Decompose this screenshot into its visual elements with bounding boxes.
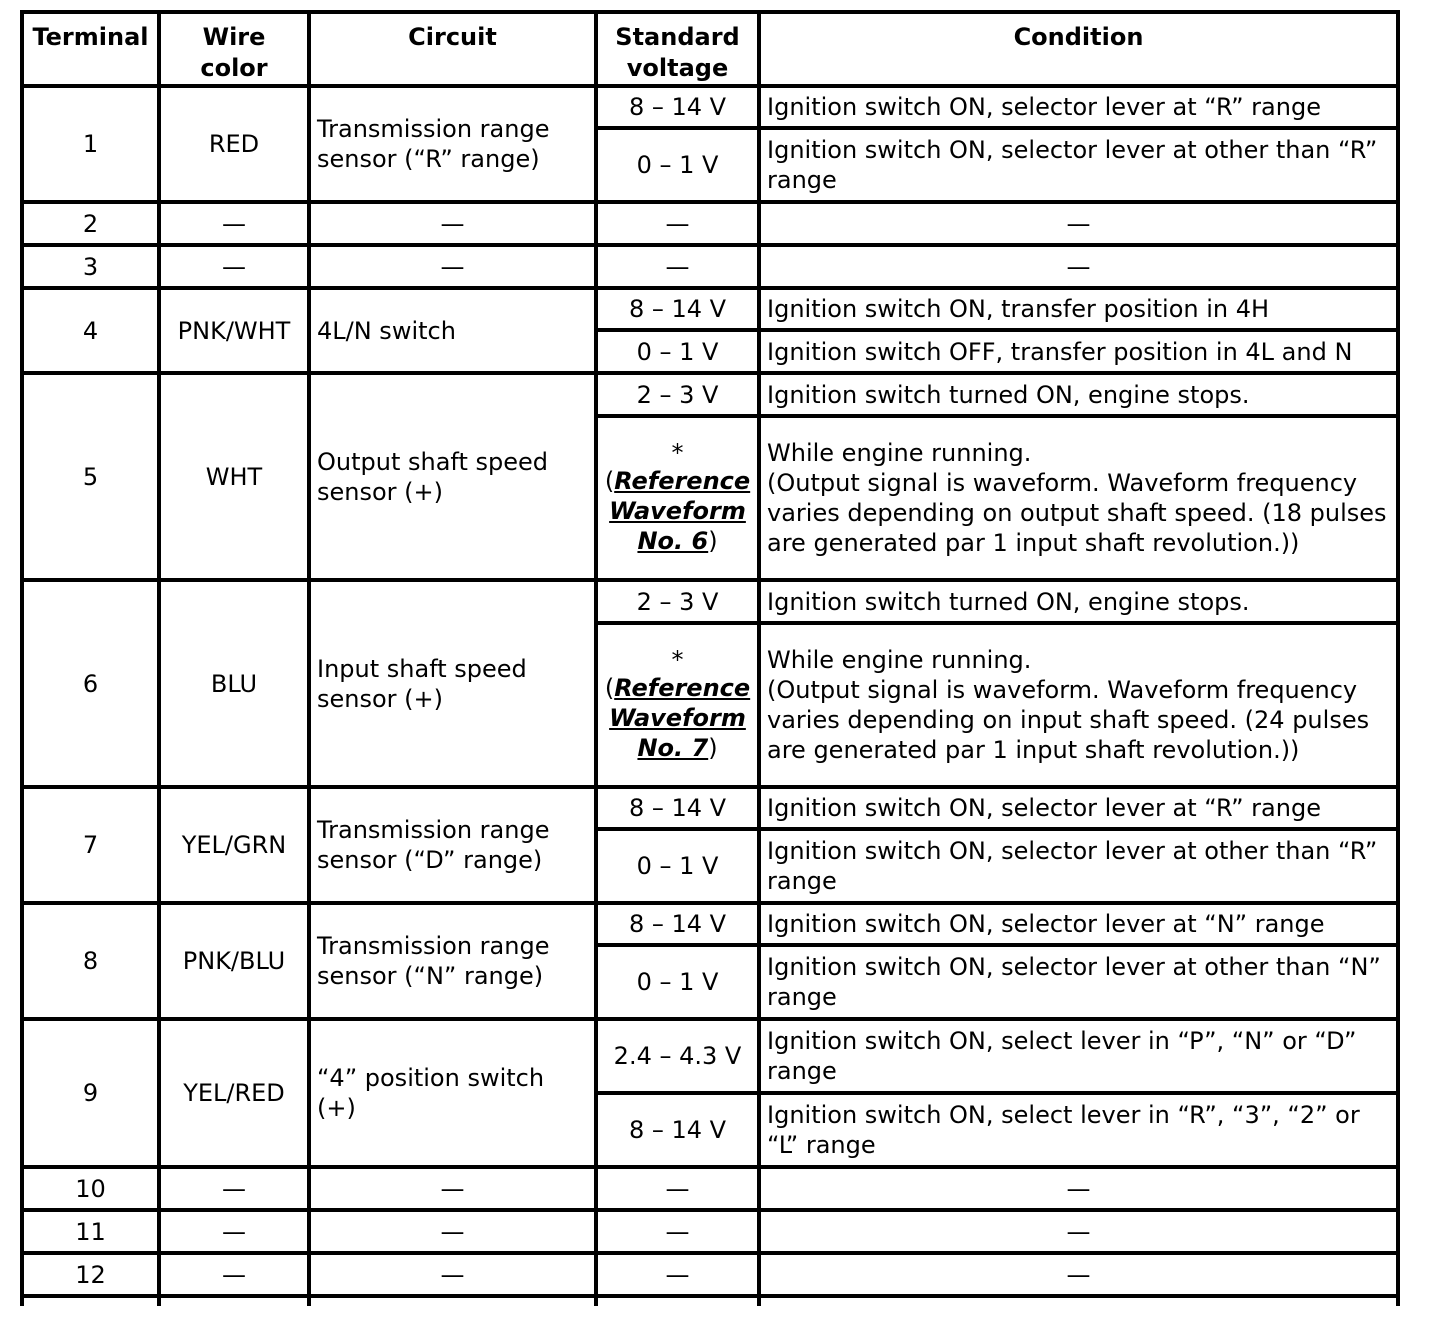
standard-voltage: 2 – 3 V — [596, 580, 759, 623]
condition-line: While engine running. — [767, 646, 1032, 674]
table-row — [22, 86, 1398, 128]
condition-text: Ignition switch ON, selector lever at other than “R” range — [759, 128, 1398, 202]
condition-text: Ignition switch ON, selector lever at other than “N” range — [759, 945, 1398, 1019]
standard-voltage: 2.4 – 4.3 V — [596, 1019, 759, 1093]
circuit-name: — — [309, 202, 596, 245]
standard-voltage: — — [596, 1210, 759, 1253]
circuit-name: Transmission range sensor (“N” range) — [309, 903, 596, 1019]
ref-open-paren: ( — [604, 467, 615, 495]
wire-color: PNK/WHT — [159, 288, 309, 373]
continuation-cell — [596, 1296, 759, 1306]
standard-voltage: 0 – 1 V — [596, 945, 759, 1019]
wire-color: — — [159, 1167, 309, 1210]
condition-text: Ignition switch ON, selector lever at other than “R” range — [759, 829, 1398, 903]
standard-voltage: — — [596, 245, 759, 288]
header-circuit: Circuit — [309, 12, 596, 86]
continuation-cell — [759, 1296, 1398, 1306]
condition-text: Ignition switch ON, selector lever at “R” range — [759, 86, 1398, 128]
terminal-number: 5 — [22, 373, 159, 580]
standard-voltage-waveform — [596, 623, 759, 787]
wire-color: — — [159, 1253, 309, 1296]
asterisk-mark: * — [671, 646, 684, 674]
terminal-number: 4 — [22, 288, 159, 373]
standard-voltage: 8 – 14 V — [596, 1093, 759, 1167]
terminal-number: 1 — [22, 86, 159, 202]
wire-color: YEL/RED — [159, 1019, 309, 1167]
wire-color: — — [159, 1210, 309, 1253]
standard-voltage: 8 – 14 V — [596, 288, 759, 330]
wire-color: BLU — [159, 580, 309, 787]
standard-voltage: 0 – 1 V — [596, 128, 759, 202]
wire-color: YEL/GRN — [159, 787, 309, 903]
standard-voltage-waveform — [596, 416, 759, 580]
terminal-number: 9 — [22, 1019, 159, 1167]
circuit-name: Input shaft speed sensor (+) — [309, 580, 596, 787]
condition-text — [759, 416, 1398, 580]
condition-text: — — [759, 202, 1398, 245]
terminal-number: 3 — [22, 245, 159, 288]
terminal-number: 12 — [22, 1253, 159, 1296]
circuit-name: Transmission range sensor (“R” range) — [309, 86, 596, 202]
condition-text: — — [759, 1253, 1398, 1296]
wire-color: WHT — [159, 373, 309, 580]
table-row — [22, 202, 1398, 245]
table-row — [22, 903, 1398, 945]
header-condition: Condition — [759, 12, 1398, 86]
ref-close-paren: ) — [708, 734, 718, 762]
circuit-name: Transmission range sensor (“D” range) — [309, 787, 596, 903]
ref-open-paren: ( — [604, 674, 615, 702]
table-row — [22, 288, 1398, 330]
condition-text: Ignition switch turned ON, engine stops. — [759, 580, 1398, 623]
circuit-name: “4” position switch (+) — [309, 1019, 596, 1167]
terminal-number: 8 — [22, 903, 159, 1019]
terminal-number: 10 — [22, 1167, 159, 1210]
circuit-name: — — [309, 1253, 596, 1296]
ref-close-paren: ) — [708, 527, 718, 555]
circuit-name: Output shaft speed sensor (+) — [309, 373, 596, 580]
condition-text — [759, 623, 1398, 787]
header-wire-color: Wire color — [159, 12, 309, 86]
standard-voltage: — — [596, 202, 759, 245]
wire-color: — — [159, 202, 309, 245]
standard-voltage: — — [596, 1253, 759, 1296]
terminal-number: 7 — [22, 787, 159, 903]
terminal-table-sheet — [20, 10, 1396, 1306]
condition-text: Ignition switch ON, transfer position in 4H — [759, 288, 1398, 330]
table-row — [22, 580, 1398, 623]
condition-text: Ignition switch ON, selector lever at “R” range — [759, 787, 1398, 829]
standard-voltage: 8 – 14 V — [596, 903, 759, 945]
table-row — [22, 1167, 1398, 1210]
condition-text: Ignition switch ON, selector lever at “N” range — [759, 903, 1398, 945]
terminal-number: 2 — [22, 202, 159, 245]
table-row — [22, 1210, 1398, 1253]
table-row — [22, 787, 1398, 829]
table-row-continuation — [22, 1296, 1398, 1306]
table-row — [22, 1253, 1398, 1296]
continuation-cell — [309, 1296, 596, 1306]
circuit-name: 4L/N switch — [309, 288, 596, 373]
standard-voltage: 8 – 14 V — [596, 787, 759, 829]
condition-line: (Output signal is waveform. Waveform frequency varies depending on input shaft speed. (24 pulses are generated par 1 input shaft revolution.)) — [767, 676, 1370, 764]
condition-text: Ignition switch turned ON, engine stops. — [759, 373, 1398, 416]
standard-voltage: 0 – 1 V — [596, 330, 759, 373]
table-row — [22, 373, 1398, 416]
reference-waveform-link[interactable]: Reference Waveform No. 7 — [609, 674, 751, 762]
condition-line: While engine running. — [767, 439, 1032, 467]
table-row — [22, 245, 1398, 288]
condition-text: Ignition switch OFF, transfer position in 4L and N — [759, 330, 1398, 373]
standard-voltage: 0 – 1 V — [596, 829, 759, 903]
asterisk-mark: * — [671, 439, 684, 467]
wire-color: — — [159, 245, 309, 288]
condition-text: — — [759, 1210, 1398, 1253]
terminal-number: 6 — [22, 580, 159, 787]
header-standard-voltage: Standard voltage — [596, 12, 759, 86]
standard-voltage: 2 – 3 V — [596, 373, 759, 416]
circuit-name: — — [309, 245, 596, 288]
header-row — [22, 12, 1398, 86]
header-terminal: Terminal — [22, 12, 159, 86]
wire-color: PNK/BLU — [159, 903, 309, 1019]
condition-text: Ignition switch ON, select lever in “P”, “N” or “D” range — [759, 1019, 1398, 1093]
continuation-cell — [159, 1296, 309, 1306]
condition-text: — — [759, 245, 1398, 288]
table-row — [22, 1019, 1398, 1093]
condition-line: (Output signal is waveform. Waveform frequency varies depending on output shaft speed. (18 pulses are generated par 1 input shaft revolution.)) — [767, 469, 1387, 557]
standard-voltage: — — [596, 1167, 759, 1210]
circuit-name: — — [309, 1210, 596, 1253]
standard-voltage: 8 – 14 V — [596, 86, 759, 128]
continuation-cell — [22, 1296, 159, 1306]
terminal-number: 11 — [22, 1210, 159, 1253]
wire-color: RED — [159, 86, 309, 202]
condition-text: Ignition switch ON, select lever in “R”, “3”, “2” or “L” range — [759, 1093, 1398, 1167]
terminal-voltage-table — [20, 10, 1400, 1306]
circuit-name: — — [309, 1167, 596, 1210]
condition-text: — — [759, 1167, 1398, 1210]
reference-waveform-link[interactable]: Reference Waveform No. 6 — [609, 467, 751, 555]
